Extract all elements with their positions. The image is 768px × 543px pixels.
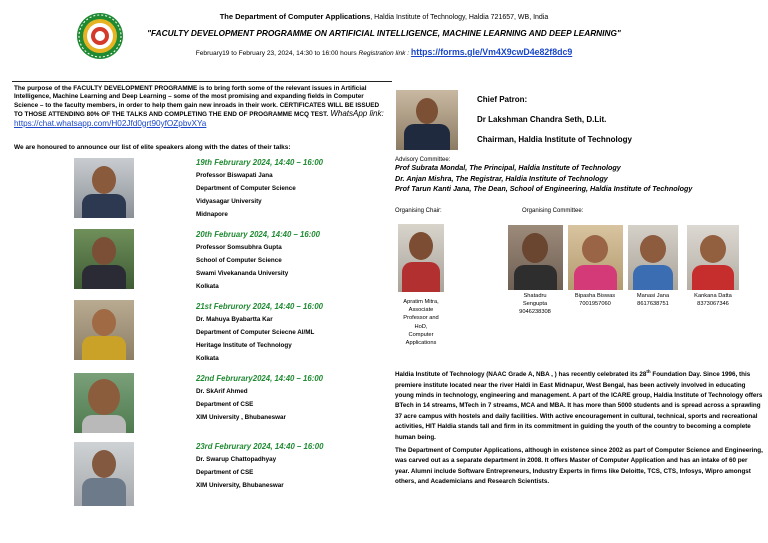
- whatsapp-link[interactable]: https://chat.whatsapp.com/H02Jfd0grt90yfOZpbvXYa: [14, 118, 207, 128]
- committee-photo: [687, 225, 739, 290]
- committee-caption: Kankana Datta 8373067346: [694, 293, 732, 308]
- speakers-intro: We are honoured to announce our list of elite speakers along with the dates of their talks:: [14, 144, 291, 151]
- advisory-committee: Advisory Committee: Prof Subrata Mondal, The Principal, Haldia Institute of Technology Dr. Anjan Mishra, The Registrar, Haldia Institute of Technology Prof Tarun Kanti Jana, The Dean, School of Engineering, Haldia Institute of Technology: [395, 157, 693, 193]
- registration-link[interactable]: https://forms.gle/Vm4X9cwD4e82f8dc9: [410, 47, 573, 57]
- programme-title: "FACULTY DEVELOPMENT PROGRAMME ON ARTIFICIAL INTELLIGENCE, MACHINE LEARNING AND DEEP LEARNING": [147, 28, 621, 38]
- committee-caption: Bipasha Biswas 7001957060: [574, 293, 616, 308]
- speaker-5: 23rd Februrary 2024, 14:40 – 16:00 Dr. Swarup Chattopadhyay Department of CSE XIM University, Bhubaneswar: [196, 442, 324, 489]
- chair-photo: [398, 224, 444, 292]
- speaker-photo: [74, 229, 134, 289]
- speaker-photo: [74, 300, 134, 360]
- committee-photo: [568, 225, 623, 290]
- committee-photo: [508, 225, 563, 290]
- speaker-1: 19th Februrary 2024, 14:40 – 16:00 Professor Biswapati Jana Department of Computer Science Vidyasagar University Midnapore: [196, 158, 323, 218]
- speaker-3: 21st Februrory 2024, 14:40 – 16:00 Dr. Mahuya Byabartta Kar Department of Computer Sciecne AI/ML Heritage Institute of Technology Kolkata: [196, 302, 323, 362]
- organising-committee-label: Organising Committee:: [522, 208, 584, 214]
- schedule-line: February19 to February 23, 2024, 14:30 to 16:00 hours Registration link : https://forms.gle/Vm4X9cwD4e82f8dc9: [195, 47, 573, 57]
- purpose-paragraph: The purpose of the FACULTY DEVELOPMENT PROGRAMME is to bring forth some of the relevant issues in Artificial Intelligence, Machine Learning and Deep Learning – some of the most promising and expanding fields in Computer Science – to the faculty members, in order to help them gain new inroads in their work. CERTIFICATES WILL BE ISSUED TO THOSE ATTENDING 80% OF THE TALKS AND COMPLETING THE END OF PROGRAMME MCQ TEST. WhatsApp link: https://chat.whatsapp.com/H02Jfd0grt90yfOZpbvXYa: [14, 85, 384, 128]
- committee-photo: [628, 225, 678, 290]
- chair-caption: Apratim Mitra, Associate Professor and HoD, Computer Applications: [403, 299, 439, 347]
- organising-chair-label: Organising Chair:: [395, 208, 442, 214]
- patron-photo: [396, 90, 458, 150]
- patron-name: Dr Lakshman Chandra Seth, D.Lit.: [477, 115, 607, 124]
- speaker-2: 20th February 2024, 14:40 – 16:00 Professor Somsubhra Gupta School of Computer Science Swami Vivekananda University Kolkata: [196, 230, 320, 290]
- about-hit-paragraph: Haldia Institute of Technology (NAAC Grade A, NBA , ) has recently celebrated its 28th Foundation Day. Since 1996, this premiere institute located near the river Haldi in East Midnapur, West Bengal, has been actively involved in educating young minds in technology, engineering and management. A part of the ICARE group, Haldia Institute of Technology offers BTech in 14 streams, MTech in 7 streams, MCA and MBA. It has more than 5000 students and is spread across a sprawling 37 acre campus with hostels and daily facilities. With active encouragement in cultural, technical, sports and recreational activities, HIT Haldia stands tall and firm in its commitment in guiding the youth of the country to becoming a complete human being.: [395, 369, 763, 441]
- speaker-photo: [74, 373, 134, 433]
- committee-caption: Shatadru Sengupta 9046238308: [519, 293, 551, 316]
- patron-label: Chief Patron:: [477, 95, 528, 104]
- about-department-paragraph: The Department of Computer Applications, although in existence since 2002 as part of Computer Science and Engineering, was carved out as a separate department in 2008. It offers Master of Computer Application and has an intake of 60 per year. Alumni include Software Entrepreneurs, Industry Experts in firms like Deloitte, TCS, CTS, Infosys, Wipro amongst others, and Academicians and Research Scientists.: [395, 447, 763, 486]
- speaker-photo: [74, 442, 134, 506]
- department-header: The Department of Computer Applications, Haldia Institute of Technology, Haldia 721657, WB, India: [219, 12, 549, 21]
- speaker-4: 22nd Februrary2024, 14:40 – 16:00 Dr. SkArif Ahmed Department of CSE XIM University , Bhubaneswar: [196, 374, 323, 421]
- speaker-photo: [74, 158, 134, 218]
- patron-title: Chairman, Haldia Institute of Technology: [477, 135, 632, 144]
- divider: [12, 81, 392, 82]
- committee-caption: Manasi Jana 8617638751: [636, 293, 670, 308]
